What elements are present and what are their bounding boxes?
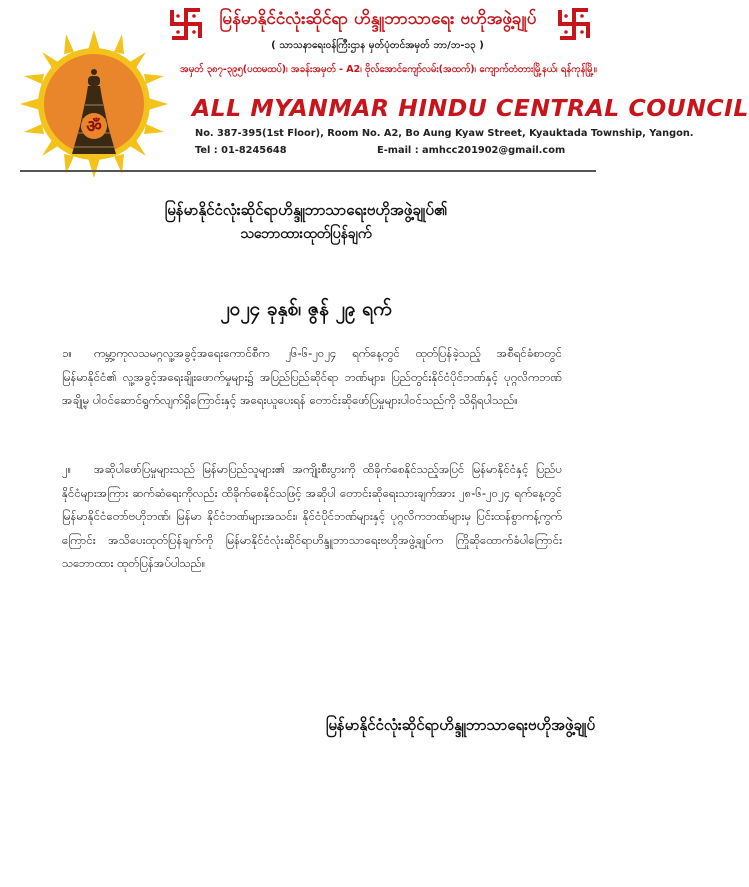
address-english: No. 387-395(1st Floor), Room No. A2, Bo Aung Kyaw Street, Kyauktada Township, Yangon.	[195, 128, 694, 139]
swastika-icon	[168, 6, 204, 42]
paragraph	[62, 458, 562, 576]
swastika-icon	[556, 6, 592, 42]
org-name-english: ALL MYANMAR HINDU CENTRAL COUNCIL	[192, 94, 749, 122]
paragraph-number: ၁။	[62, 346, 72, 360]
statement-title: မြန်မာနိုင်ငံလုံးဆိုင်ရာဟိန္ဒူဘာသာရေးဗဟိုအဖွဲ့ချုပ်၏	[164, 201, 448, 219]
paragraph-text: အဆိုပါဖော်ပြမှုများသည် မြန်မာပြည်သူများ၏ အကျိုးစီးပွားကို ထိခိုက်စေနိုင်သည့်အပြင် မြန်မာနိုင်ငံနှင့် ပြည်ပနိုင်ငံများအကြား ဆက်ဆံရေးကိုလည်း ထိခိုက်စေနိုင်သဖြင့် အဆိုပါ တောင်းဆိုရေးသားချက်အား ၂၈-၆-၂၀၂၄ ရက်နေ့တွင် မြန်မာနိုင်ငံတော်ဗဟိုဘဏ်၊ မြန်မာ နိုင်ငံဘဏ်များအသင်း၊ နိုင်ငံပိုင်ဘဏ်များနှင့် ပုဂ္ဂလိကဘဏ်များမှ ပြင်းထန်စွာကန့်ကွက် ကြောင်း အသိပေးထုတ်ပြန်ချက်ကို မြန်မာနိုင်ငံလုံးဆိုင်ရာဟိန္ဒူဘာသာရေးဗဟိုအဖွဲ့ချုပ်က ကြိုဆိုထောက်ခံပါကြောင်း သဘောထား ထုတ်ပြန်အပ်ပါသည်။	[62, 462, 562, 570]
paragraph-text: ကမ္ဘာ့ကုလသမဂ္ဂလူ့အခွင့်အရေးကောင်စီက ၂၆-၆-၂၀၂၄ ရက်နေ့တွင် ထုတ်ပြန်ခဲ့သည့် အစီရင်ခံစာတွင် မြန်မာနိုင်ငံ၏ လူ့အခွင့်အရေးချိုးဖောက်မှုများ၌ အပြည်ပြည်ဆိုင်ရာ ဘဏ်များ၊ ပြည်တွင်းနိုင်ငံပိုင်ဘဏ်နှင့် ပုဂ္ဂလိကဘဏ်အချို့မှ ပါဝင်ဆောင်ရွက်လျက်ရှိကြောင်းနှင့် အရေးယူပေးရန် တောင်းဆိုဖော်ပြမှုများပါဝင်သည်ကို သိရှိရပါသည်။	[62, 346, 562, 407]
contact-line	[195, 145, 595, 156]
signatory-organization: မြန်မာနိုင်ငံလုံးဆိုင်ရာဟိန္ဒူဘာသာရေးဗဟိုအဖွဲ့ချုပ်	[325, 716, 595, 734]
address-myanmar: အမှတ် ၃၈၇-၃၉၅(ပထမထပ်)၊ အခန်းအမှတ် - A2၊ ဗိုလ်အောင်ကျော်လမ်း(အထက်)၊ ကျောက်တံတားမြို့နယ်၊ ရန်ကုန်မြို့။	[180, 64, 597, 75]
paragraph-number: ၂။	[62, 462, 72, 476]
paragraph	[62, 342, 562, 413]
council-logo	[20, 30, 168, 178]
org-registration: ( သာသနာရေးဝန်ကြီးဌာန မှတ်ပုံတင်အမှတ် ဘာ/ဘ-၁၃ )	[271, 40, 484, 51]
org-name-myanmar: မြန်မာနိုင်ငံလုံးဆိုင်ရာ ဟိန္ဒူဘာသာရေး ဗဟိုအဖွဲ့ချုပ်	[219, 9, 537, 29]
statement-date: ၂၀၂၄ ခုနှစ်၊ ဇွန် ၂၉ ရက်	[220, 298, 392, 320]
telephone: Tel : 01-8245648	[195, 145, 287, 156]
email-address: E-mail : amhcc201902@gmail.com	[377, 145, 566, 156]
header-divider	[20, 170, 596, 172]
statement-subtitle: သဘောထားထုတ်ပြန်ချက်	[240, 226, 372, 242]
om-icon: ॐ	[86, 117, 102, 137]
